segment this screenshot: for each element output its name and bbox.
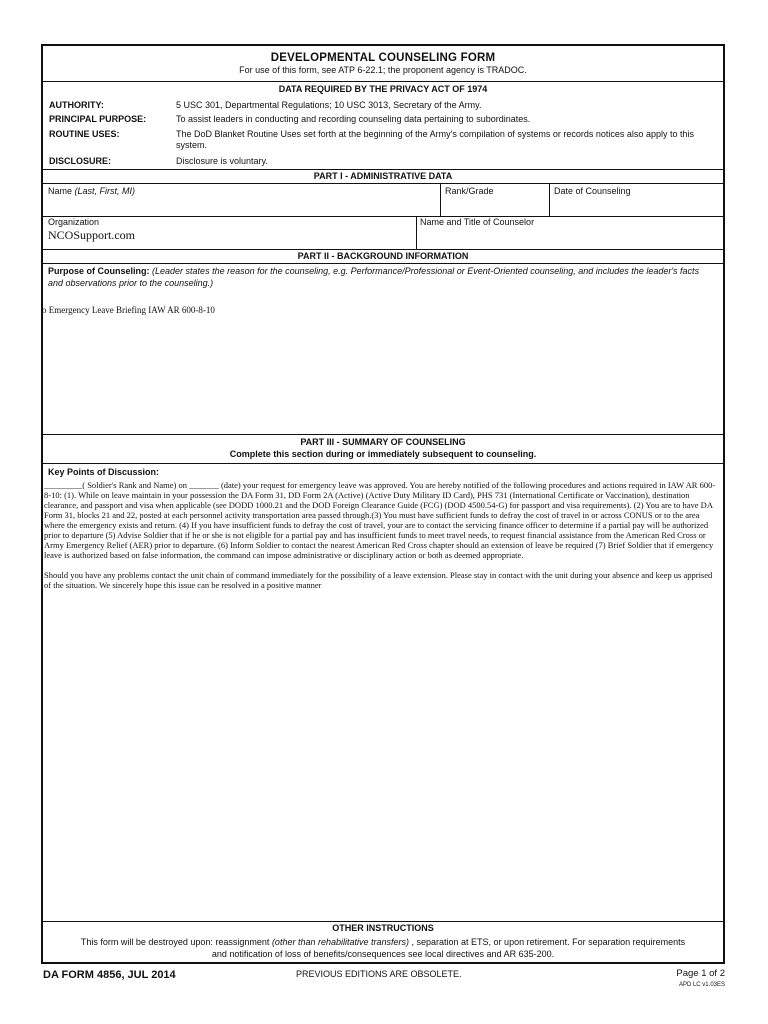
counseling-form [41, 44, 725, 964]
privacy-value: The DoD Blanket Routine Uses set forth at the beginning of the Army's compilation of systems or records notices also apply to this system. [176, 129, 694, 150]
divider [43, 434, 723, 435]
rank-grade-field[interactable] [445, 186, 494, 196]
form-header [43, 46, 723, 82]
counselor-field[interactable] [420, 217, 534, 227]
divider [440, 184, 441, 216]
privacy-label: ROUTINE USES: [49, 129, 120, 139]
privacy-label: DISCLOSURE: [49, 156, 112, 166]
privacy-label: PRINCIPAL PURPOSE: [49, 114, 147, 124]
rank-grade-label: Rank/Grade [445, 186, 494, 196]
date-of-counseling-label: Date of Counseling [554, 186, 631, 196]
name-hint: (Last, First, MI) [74, 186, 136, 196]
other-instructions-text [73, 936, 693, 960]
key-points-label: Key Points of Discussion: [48, 467, 160, 477]
part2-title: PART II - BACKGROUND INFORMATION [43, 249, 723, 264]
privacy-row-disclosure [49, 156, 717, 167]
other-text-b: (other than rehabilitative transfers) [271, 937, 410, 947]
other-text-c: , separation at ETS, or upon retirement. For separation requirements and notification of loss of benefits/consequences see local directives and AR 635-200. [211, 937, 686, 959]
date-of-counseling-field[interactable] [554, 186, 631, 196]
organization-label: Organization [48, 217, 100, 227]
purpose-value[interactable]: o Emergency Leave Briefing IAW AR 600-8-10 [42, 305, 215, 315]
key-points-text[interactable] [44, 480, 720, 590]
divider [43, 216, 723, 217]
divider [43, 463, 723, 464]
form-subtitle: For use of this form, see ATP 6-22.1; the proponent agency is TRADOC. [239, 65, 527, 75]
page-indicator: Page 1 of 2 [676, 968, 725, 979]
part3-title: PART III - SUMMARY OF COUNSELING [300, 437, 466, 447]
organization-field[interactable] [48, 217, 135, 243]
divider [43, 921, 723, 922]
purpose-label: Purpose of Counseling: [48, 266, 150, 276]
organization-value: NCOSupport.com [48, 228, 135, 242]
privacy-act-title: DATA REQUIRED BY THE PRIVACY ACT OF 1974 [278, 84, 488, 94]
divider [549, 184, 550, 216]
privacy-value: To assist leaders in conducting and recording counseling data pertaining to subordinates. [176, 114, 531, 124]
privacy-row-authority [49, 100, 717, 111]
privacy-value: 5 USC 301, Departmental Regulations; 10 USC 3013, Secretary of the Army. [176, 100, 482, 110]
privacy-value: Disclosure is voluntary. [176, 156, 268, 166]
part3-header [43, 436, 723, 460]
version-label: APD LC v1.03ES [678, 982, 725, 988]
key-points-paragraph-2: Should you have any problems contact the unit chain of command immediately for the possibility of a leave extension. Please stay in contact with the unit during your absence and keep us apprised of the situation. We sincerely hope this issue can be resolved in a positive manner [44, 570, 713, 590]
other-text-a: This form will be destroyed upon: reassignment [80, 937, 272, 947]
form-number: DA FORM 4856, JUL 2014 [43, 969, 176, 981]
previous-editions-note: PREVIOUS EDITIONS ARE OBSOLETE. [296, 969, 462, 979]
divider [416, 216, 417, 249]
purpose-of-counseling [48, 266, 709, 289]
counselor-label: Name and Title of Counselor [420, 217, 535, 227]
other-instructions-title: OTHER INSTRUCTIONS [332, 923, 434, 933]
purpose-hint: (Leader states the reason for the counseling, e.g. Performance/Professional or Event-Oriented counseling, and includes the leader's facts and observations prior to the counseling.) [48, 266, 700, 288]
name-field[interactable] [48, 186, 135, 196]
name-label: Name [48, 186, 73, 196]
part3-subtitle: Complete this section during or immediately subsequent to counseling. [229, 449, 537, 459]
privacy-row-routine-uses [49, 129, 717, 150]
part1-title: PART I - ADMINISTRATIVE DATA [43, 169, 723, 184]
key-points-paragraph-1: _________( Soldier's Rank and Name) on _______ (date) your request for emergency leave was approved. You are hereby notified of the following procedures and actions required in IAW AR 600-8-10: (1). While on leave maintain in your possession the DA Form 31, DD Form 2A (Active) (Active Duty Military ID Card), PHS 731 (International Certificate or Vaccination), destination clearance, and passport and visa when applicable (see DODD 1000.21 and the DOD Foreign Clearance Guide (FCG) (DOD 4500.54-G) for passport and visa requirements). (2) You are to have DA Form 31, blocks 21 and 22, posted at each personnel activity transportation area passed through.(3) You must have sufficient funds to defray the cost of travel in or across CONUS or to the area where the emergency exists and return. (4) If you have insufficient funds to defray the cost of travel, your are to contact the servicing finance officer to determine if a partial pay will be authorized prior to departure (5) Advise Soldier that if he or she is not eligible for a partial pay and has insufficient funds to meet travel needs, to request financial assistance from the American Red Cross or Army Emergency Relief (AER) prior to departure. (6) Inform Soldier to contact the nearest American Red Cross chapter should an extension of leave be required (7) Brief Soldier that if emergency leave is authorized based on false information, the command can impose administrative or disciplinary action or both as deemed appropriate. [44, 480, 716, 560]
form-title: DEVELOPMENTAL COUNSELING FORM [270, 52, 496, 64]
privacy-row-purpose [49, 114, 717, 125]
privacy-label: AUTHORITY: [49, 100, 104, 110]
